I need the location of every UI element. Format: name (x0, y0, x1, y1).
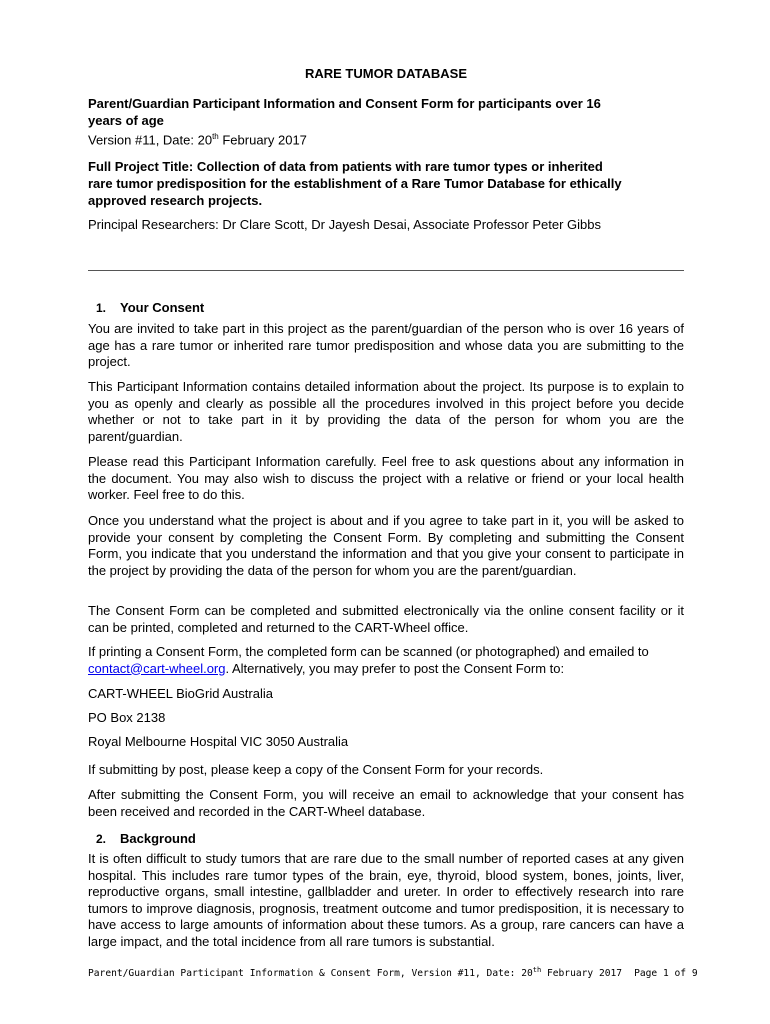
version-sup: th (212, 132, 219, 141)
paragraph: If submitting by post, please keep a copy of the Consent Form for your records. (88, 762, 544, 777)
footer-suffix: February 2017 (541, 968, 623, 980)
address-line: PO Box 2138 (88, 710, 166, 725)
footer-prefix: Parent/Guardian Participant Information & Consent Form, Version #11, Date: 20 (88, 968, 533, 980)
version-line (88, 132, 307, 147)
horizontal-divider (88, 270, 684, 271)
paragraph: It is often difficult to study tumors that are rare due to the small number of reported cases at any given hospital. This includes rare tumor types of the brain, eye, thyroid, blood system, bones, joints, liver, reproductive organs, small intestine, gallbladder and ureter. In order to effectively research into rare tumors to improve diagnosis, prognosis, treatment outcome and tumor predisposition, it is necessary to have access to large amounts of information about these tumors. As a group, rare cancers can have a large impact, and the total incidence from all rare tumors is substantial. (88, 851, 684, 949)
full-title-line-1: Full Project Title: Collection of data from patients with rare tumor types or inherited (88, 159, 603, 174)
paragraph: Please read this Participant Information carefully. Feel free to ask questions about any information in the document. You may also wish to discuss the project with a relative or friend or your local health worker. Feel free to do this. (88, 454, 684, 502)
paragraph: This Participant Information contains detailed information about the project. Its purpose is to explain to you as openly and clearly as possible all the procedures involved in this project before you decide whether or not to take part in it by providing the data of the person for whom you are the parent/guardian. (88, 379, 684, 444)
document-title: RARE TUMOR DATABASE (304, 66, 467, 81)
full-project-title (88, 158, 684, 209)
page-footer (88, 966, 698, 979)
section-number: 1. (96, 301, 107, 315)
email-outro: . Alternatively, you may prefer to post the Consent Form to: (225, 660, 565, 676)
section-heading-background (96, 831, 196, 846)
version-prefix: Version #11, Date: 20 (88, 132, 213, 148)
paragraph-email (88, 644, 684, 677)
paragraph: Once you understand what the project is about and if you agree to take part in it, you will be asked to provide your consent by completing the Consent Form. By completing and submitting the Consent Form, you indicate that you understand the information and that you give your consent to participate in the project by providing the data of the person for whom you are the parent/guardian. (88, 513, 684, 578)
page-number: Page 1 of 9 (634, 968, 698, 980)
section-heading-your-consent (96, 300, 204, 315)
paragraph: The Consent Form can be completed and submitted electronically via the online consent facility or it can be printed, completed and returned to the CART-Wheel office. (88, 603, 684, 635)
full-title-line-3: approved research projects. (88, 193, 263, 208)
paragraph: You are invited to take part in this project as the parent/guardian of the person who is over 16 years of age has a rare tumor or inherited rare tumor predisposition and whose data you are submitting to the project. (88, 321, 684, 369)
document-subtitle (88, 95, 601, 129)
subtitle-line-1: Parent/Guardian Participant Information and Consent Form for participants over 16 (88, 96, 601, 111)
section-number: 2. (96, 832, 107, 846)
version-suffix: February 2017 (218, 132, 307, 148)
subtitle-line-2: years of age (88, 113, 164, 128)
section-title: Background (120, 831, 196, 846)
footer-sup: th (532, 966, 542, 974)
full-title-line-2: rare tumor predisposition for the establishment of a Rare Tumor Database for ethically (88, 176, 622, 191)
email-intro: If printing a Consent Form, the completed form can be scanned (or photographed) and emailed to (88, 644, 649, 659)
section-title: Your Consent (120, 300, 205, 315)
paragraph: After submitting the Consent Form, you will receive an email to acknowledge that your consent has been received and recorded in the CART-Wheel database. (88, 787, 684, 819)
address-line: Royal Melbourne Hospital VIC 3050 Australia (88, 734, 349, 749)
principal-researchers: Principal Researchers: Dr Clare Scott, Dr Jayesh Desai, Associate Professor Peter Gibbs (88, 217, 601, 232)
address-line: CART-WHEEL BioGrid Australia (88, 686, 273, 701)
email-link[interactable]: contact@cart-wheel.org (88, 660, 226, 676)
